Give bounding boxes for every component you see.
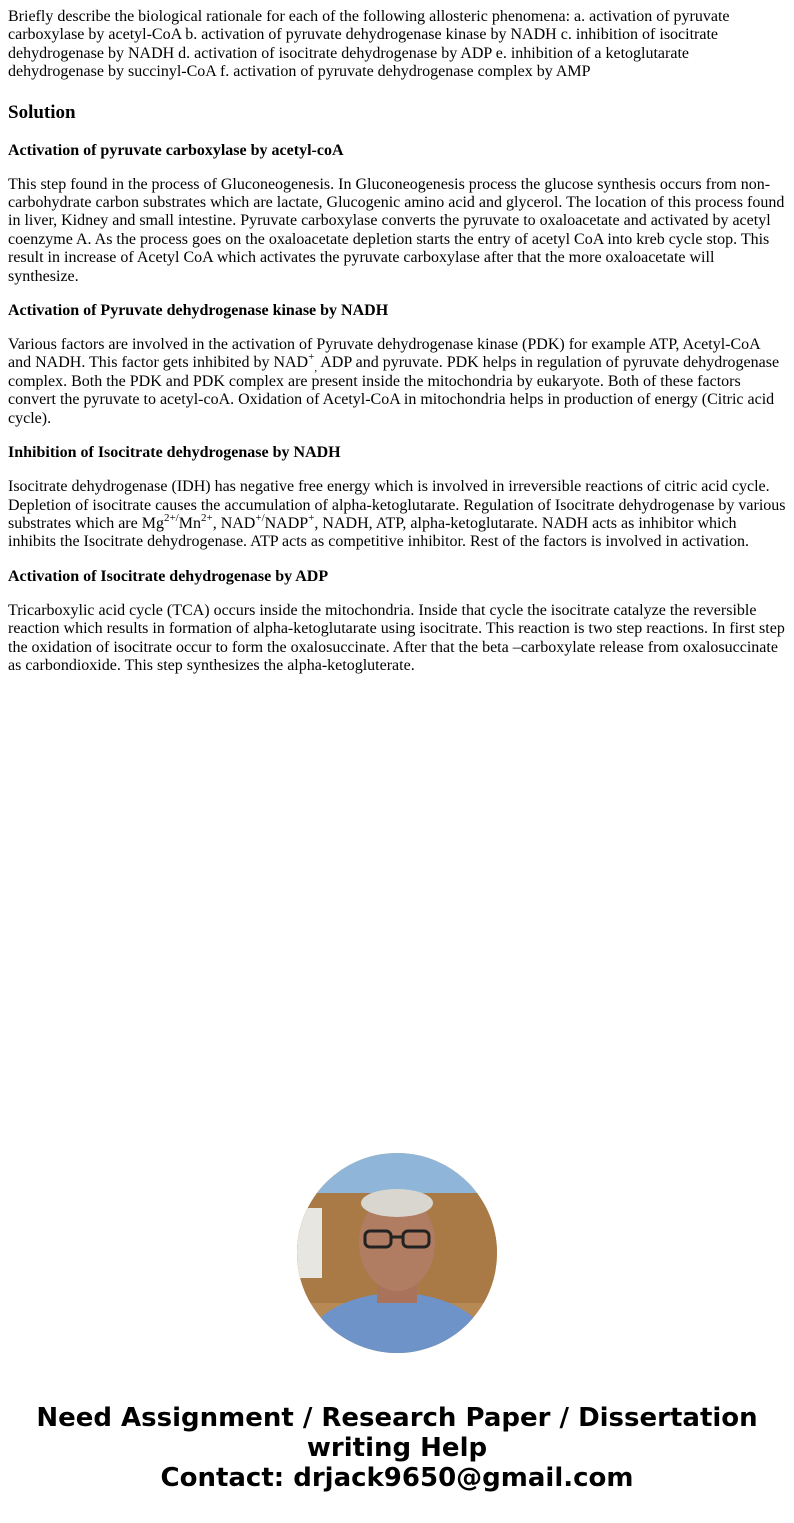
text-segment: , NADH, ATP, alpha-ketoglutarate. NADH acts as inhibitor which inhibits the Isocitrate dehydrogenase. ATP acts as competitive inhibitor. Rest of the factors is involved in activation. [8,514,750,551]
footer-line: Need Assignment / Research Paper / Dissertation [36,1403,758,1433]
section-text: This step found in the process of Gluconeogenesis. In Gluconeogenesis process the glucose synthesis occurs from non-carbohydrate carbon substrates which are lactate, Glucogenic amino acid and glycerol. The location of this process found in liver, Kidney and small intestine. Pyruvate carboxylase converts the pyruvate to oxaloacetate and activated by acetyl coenzyme A. As the process goes on the oxaloacetate depletion starts the entry of acetyl CoA into kreb cycle stop. This result in increase of Acetyl CoA which activates the pyruvate carboxylase after that the more oxaloacetate will synthesize. [8,175,785,285]
author-photo [297,1153,497,1353]
section-heading: Activation of Pyruvate dehydrogenase kinase by NADH [8,302,389,320]
superscript: + [308,511,315,524]
document [0,0,794,675]
text-segment: Isocitrate dehydrogenase (IDH) has negative free energy which is involved in irreversible reactions of citric acid cycle. Depletion of isocitrate causes the accumulation of alpha-ketoglutarate. Regulation of Isocitrate dehydrogenase by various substrates which are Mg [8,478,786,532]
section-text [8,336,786,428]
solution-heading: Solution [8,101,76,123]
footer-contact: Contact: drjack9650@gmail.com [160,1463,634,1493]
footer-ad [0,1403,794,1493]
question-text: Briefly describe the biological rationale for each of the following allosteric phenomena: a. activation of pyruvate carboxylase by acetyl-CoA b. activation of pyruvate dehydrogenase kinase by NADH c. inhibition of isocitrate dehydrogenase by NADH d. activation of isocitrate dehydrogenase by ADP e. inhibition of a ketoglutarate dehydrogenase by succinyl-CoA f. activation of pyruvate dehydrogenase complex by AMP [8,8,730,81]
text-segment: NADP [264,514,309,532]
superscript: 2+/ [163,511,179,524]
superscript: +/ [255,511,265,524]
text-segment: Various factors are involved in the activation of Pyruvate dehydrogenase kinase (PDK) for example ATP, Acetyl-CoA and NADH. This factor gets inhibited by NAD [8,336,760,372]
section-text [8,478,786,552]
section-text: Tricarboxylic acid cycle (TCA) occurs inside the mitochondria. Inside that cycle the isocitrate catalyze the reversible reaction which results in formation of alpha-ketoglutarate using isocitrate. This reaction is two step reactions. In first step the oxidation of isocitrate occur to form the oxalosuccinate. After that the beta –carboxylate release from oxalosuccinate as carbondioxide. This step synthesizes the alpha-ketogluterate. [8,601,785,674]
subscript: , [314,362,318,375]
text-segment: , NAD [212,514,256,532]
text-segment: Mn [178,514,201,532]
section-heading: Activation of pyruvate carboxylase by acetyl-coA [8,141,344,159]
section-heading: Activation of Isocitrate dehydrogenase by ADP [8,567,329,585]
footer-line: writing Help [306,1433,488,1463]
section-heading: Inhibition of Isocitrate dehydrogenase by NADH [8,444,341,462]
superscript: 2+ [200,511,213,524]
superscript: + [308,351,315,364]
text-segment: ADP and pyruvate. PDK helps in regulation of pyruvate dehydrogenase complex. Both the PDK and PDK complex are present inside the mitochondria by eukaryote. Both of these factors convert the pyruvate to acetyl-coA. Oxidation of Acetyl-CoA in mitochondria helps in production of energy (Citric acid cycle). [8,354,780,427]
